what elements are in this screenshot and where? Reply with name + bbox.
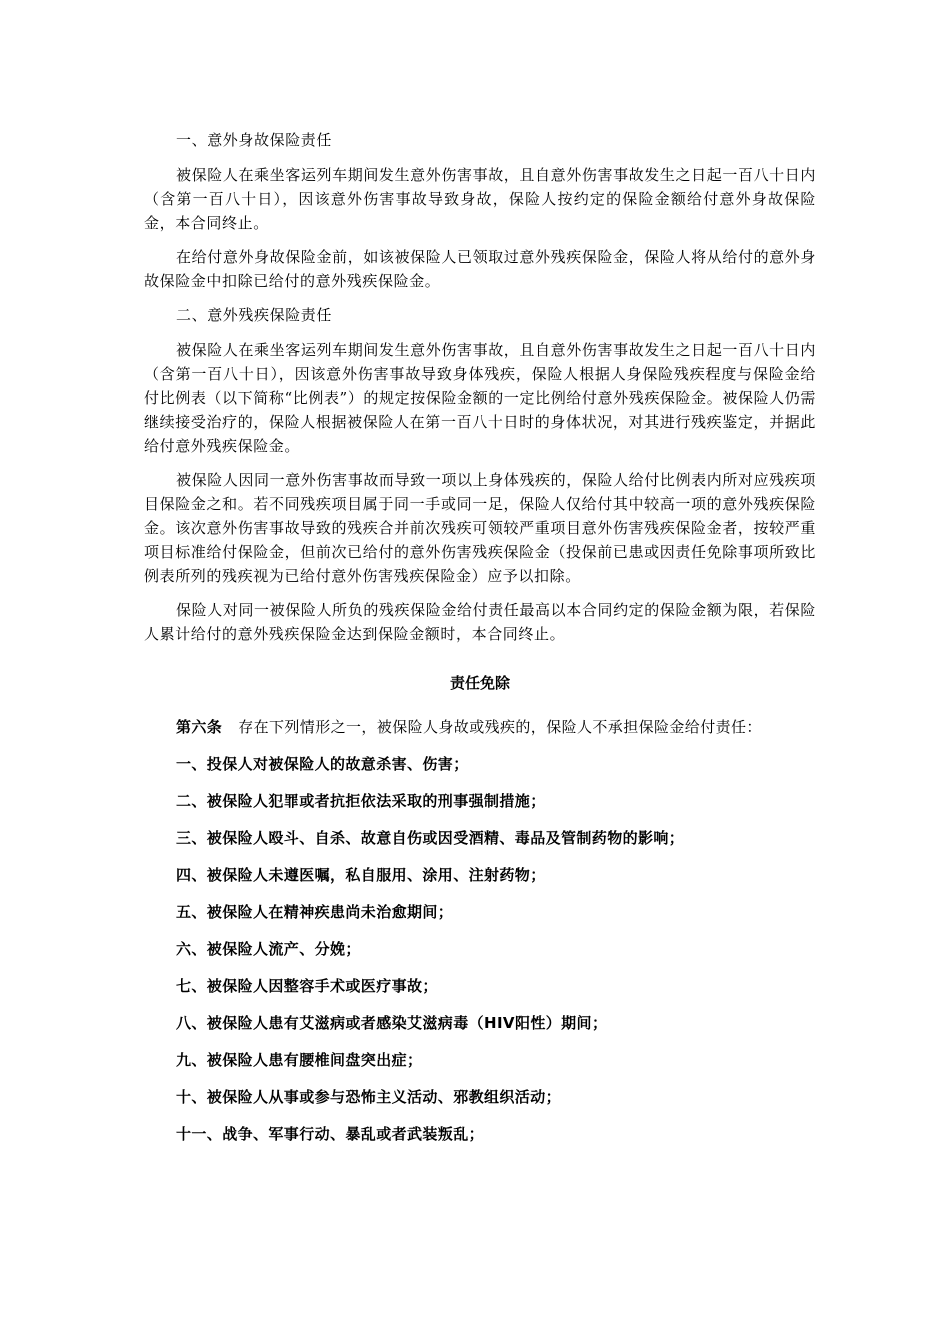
exclusion-item: 六、被保险人流产、分娩； <box>176 940 361 958</box>
paragraph-death-benefit: 被保险人在乘坐客运列车期间发生意外伤害事故，且自意外伤害事故发生之日起一百八十日内（含第一百八十日），因该意外伤害事故导致身故，保险人按约定的保险金额给付意外身故保险金，本合同终止。 <box>144 166 816 232</box>
exclusion-item: 二、被保险人犯罪或者抗拒依法采取的刑事强制措施； <box>176 792 546 810</box>
article-text: 存在下列情形之一，被保险人身故或残疾的，保险人不承担保险金给付责任： <box>238 718 762 736</box>
article-six <box>144 715 816 739</box>
exclusion-item: 五、被保险人在精神疾患尚未治愈期间； <box>176 903 454 921</box>
heading-accidental-disability: 二、意外残疾保险责任 <box>176 306 333 324</box>
exclusion-item: 四、被保险人未遵医嘱，私自服用、涂用、注射药物； <box>176 866 546 884</box>
section-title-exclusions: 责任免除 <box>449 674 510 692</box>
paragraph-multiple-disability: 被保险人因同一意外伤害事故而导致一项以上身体残疾的，保险人给付比例表内所对应残疾项目保险金之和。若不同残疾项目属于同一手或同一足，保险人仅给付其中较高一项的意外残疾保险金。该次意外伤害事故导致的残疾合并前次残疾可领较严重项目意外伤害残疾保险金者，按较严重项目标准给付保险金，但前次已给付的意外伤害残疾保险金（投保前已患或因责任免除事项所致比例表所列的残疾视为已给付意外伤害残疾保险金）应予以扣除。 <box>144 471 816 585</box>
article-label: 第六条 <box>176 718 223 736</box>
exclusion-item: 一、投保人对被保险人的故意杀害、伤害； <box>176 755 469 773</box>
exclusion-item: 十一、战争、军事行动、暴乱或者武装叛乱； <box>176 1125 485 1143</box>
heading-accidental-death: 一、意外身故保险责任 <box>176 131 333 149</box>
paragraph-death-deduction: 在给付意外身故保险金前，如该被保险人已领取过意外残疾保险金，保险人将从给付的意外身故保险金中扣除已给付的意外残疾保险金。 <box>144 248 816 290</box>
paragraph-disability-limit: 保险人对同一被保险人所负的残疾保险金给付责任最高以本合同约定的保险金额为限，若保险人累计给付的意外残疾保险金达到保险金额时，本合同终止。 <box>144 601 816 643</box>
document-page <box>144 128 816 1159</box>
exclusion-item: 十、被保险人从事或参与恐怖主义活动、邪教组织活动； <box>176 1088 562 1106</box>
exclusion-item: 九、被保险人患有腰椎间盘突出症； <box>176 1051 423 1069</box>
exclusion-item: 八、被保险人患有艾滋病或者感染艾滋病毒（HIV阳性）期间； <box>176 1014 608 1032</box>
paragraph-disability-benefit: 被保险人在乘坐客运列车期间发生意外伤害事故，且自意外伤害事故发生之日起一百八十日内（含第一百八十日），因该意外伤害事故导致身体残疾，保险人根据人身保险残疾程度与保险金给付比例表（以下简称“比例表”）的规定按保险金额的一定比例给付意外残疾保险金。被保险人仍需继续接受治疗的，保险人根据被保险人在第一百八十日时的身体状况，对其进行残疾鉴定，并据此给付意外残疾保险金。 <box>144 341 816 455</box>
exclusion-item: 七、被保险人因整容手术或医疗事故； <box>176 977 438 995</box>
exclusion-item: 三、被保险人殴斗、自杀、故意自伤或因受酒精、毒品及管制药物的影响； <box>176 829 685 847</box>
